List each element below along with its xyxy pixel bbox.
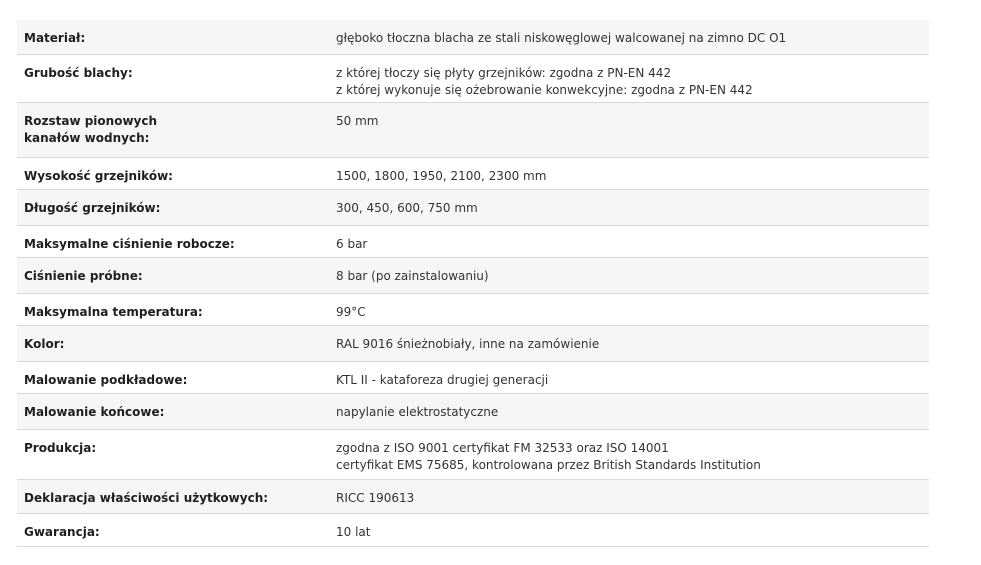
- spec-row-topcoat: [17, 393, 929, 429]
- spec-value-line: napylanie elektrostatyczne: [336, 404, 499, 419]
- spec-value-line: RICC 190613: [336, 490, 415, 505]
- spec-value-length: [329, 189, 929, 225]
- spec-value-production: [329, 429, 929, 479]
- spec-row-color: [17, 325, 929, 361]
- spec-value-test-pressure: [329, 257, 929, 293]
- spec-value-line: KTL II - kataforeza drugiej generacji: [336, 372, 549, 387]
- spec-row-max-pressure: [17, 225, 929, 257]
- spec-row-channel-spacing: [17, 102, 929, 157]
- spec-value-height: [329, 157, 929, 189]
- spec-label-line: Rozstaw pionowych: [24, 113, 158, 128]
- spec-row-max-temperature: [17, 293, 929, 325]
- spec-value-line: 10 lat: [336, 524, 371, 539]
- spec-value-max-temperature: [329, 293, 929, 325]
- spec-label-length: Długość grzejników:: [17, 189, 329, 225]
- spec-value-line: zgodna z ISO 9001 certyfikat FM 32533 oraz ISO 14001: [336, 440, 669, 455]
- spec-row-sheet-thickness: [17, 54, 929, 102]
- spec-value-sheet-thickness: [329, 54, 929, 102]
- spec-value-topcoat: [329, 393, 929, 429]
- spec-row-primer: [17, 361, 929, 393]
- spec-value-line: 8 bar (po zainstalowaniu): [336, 268, 489, 283]
- spec-label-channel-spacing: [17, 102, 329, 157]
- spec-value-line: 300, 450, 600, 750 mm: [336, 200, 478, 215]
- spec-row-declaration: [17, 479, 929, 513]
- spec-value-line: certyfikat EMS 75685, kontrolowana przez British Standards Institution: [336, 457, 761, 472]
- spec-label-warranty: Gwarancja:: [17, 513, 329, 546]
- spec-label-test-pressure: Ciśnienie próbne:: [17, 257, 329, 293]
- spec-label-topcoat: Malowanie końcowe:: [17, 393, 329, 429]
- spec-label-sheet-thickness: Grubość blachy:: [17, 54, 329, 102]
- spec-value-primer: [329, 361, 929, 393]
- spec-value-line: z której tłoczy się płyty grzejników: zgodna z PN-EN 442: [336, 65, 672, 80]
- spec-value-line: z której wykonuje się ożebrowanie konwekcyjne: zgodna z PN-EN 442: [336, 82, 753, 97]
- spec-row-height: [17, 157, 929, 189]
- spec-value-channel-spacing: [329, 102, 929, 157]
- spec-value-line: głęboko tłoczna blacha ze stali niskowęglowej walcowanej na zimno DC O1: [336, 31, 787, 45]
- spec-row-length: [17, 189, 929, 225]
- spec-row-material: [17, 20, 929, 54]
- spec-label-max-temperature: Maksymalna temperatura:: [17, 293, 329, 325]
- spec-row-production: [17, 429, 929, 479]
- spec-row-warranty: [17, 513, 929, 546]
- spec-value-line: 50 mm: [336, 113, 379, 128]
- spec-value-line: RAL 9016 śnieżnobiały, inne na zamówienie: [336, 336, 600, 351]
- spec-value-warranty: [329, 513, 929, 546]
- spec-value-line: 6 bar: [336, 236, 368, 251]
- spec-row-test-pressure: [17, 257, 929, 293]
- spec-value-material: [329, 20, 929, 54]
- spec-value-line: 99°C: [336, 304, 366, 319]
- spec-value-line: 1500, 1800, 1950, 2100, 2300 mm: [336, 168, 547, 183]
- spec-value-declaration: [329, 479, 929, 513]
- spec-value-color: [329, 325, 929, 361]
- spec-label-production: Produkcja:: [17, 429, 329, 479]
- spec-label-height: Wysokość grzejników:: [17, 157, 329, 189]
- spec-label-line: kanałów wodnych:: [24, 130, 150, 145]
- spec-label-material: Materiał:: [17, 20, 329, 54]
- specification-table: [17, 20, 929, 547]
- spec-label-color: Kolor:: [17, 325, 329, 361]
- spec-label-primer: Malowanie podkładowe:: [17, 361, 329, 393]
- spec-label-max-pressure: Maksymalne ciśnienie robocze:: [17, 225, 329, 257]
- spec-value-max-pressure: [329, 225, 929, 257]
- spec-label-declaration: Deklaracja właściwości użytkowych:: [17, 479, 329, 513]
